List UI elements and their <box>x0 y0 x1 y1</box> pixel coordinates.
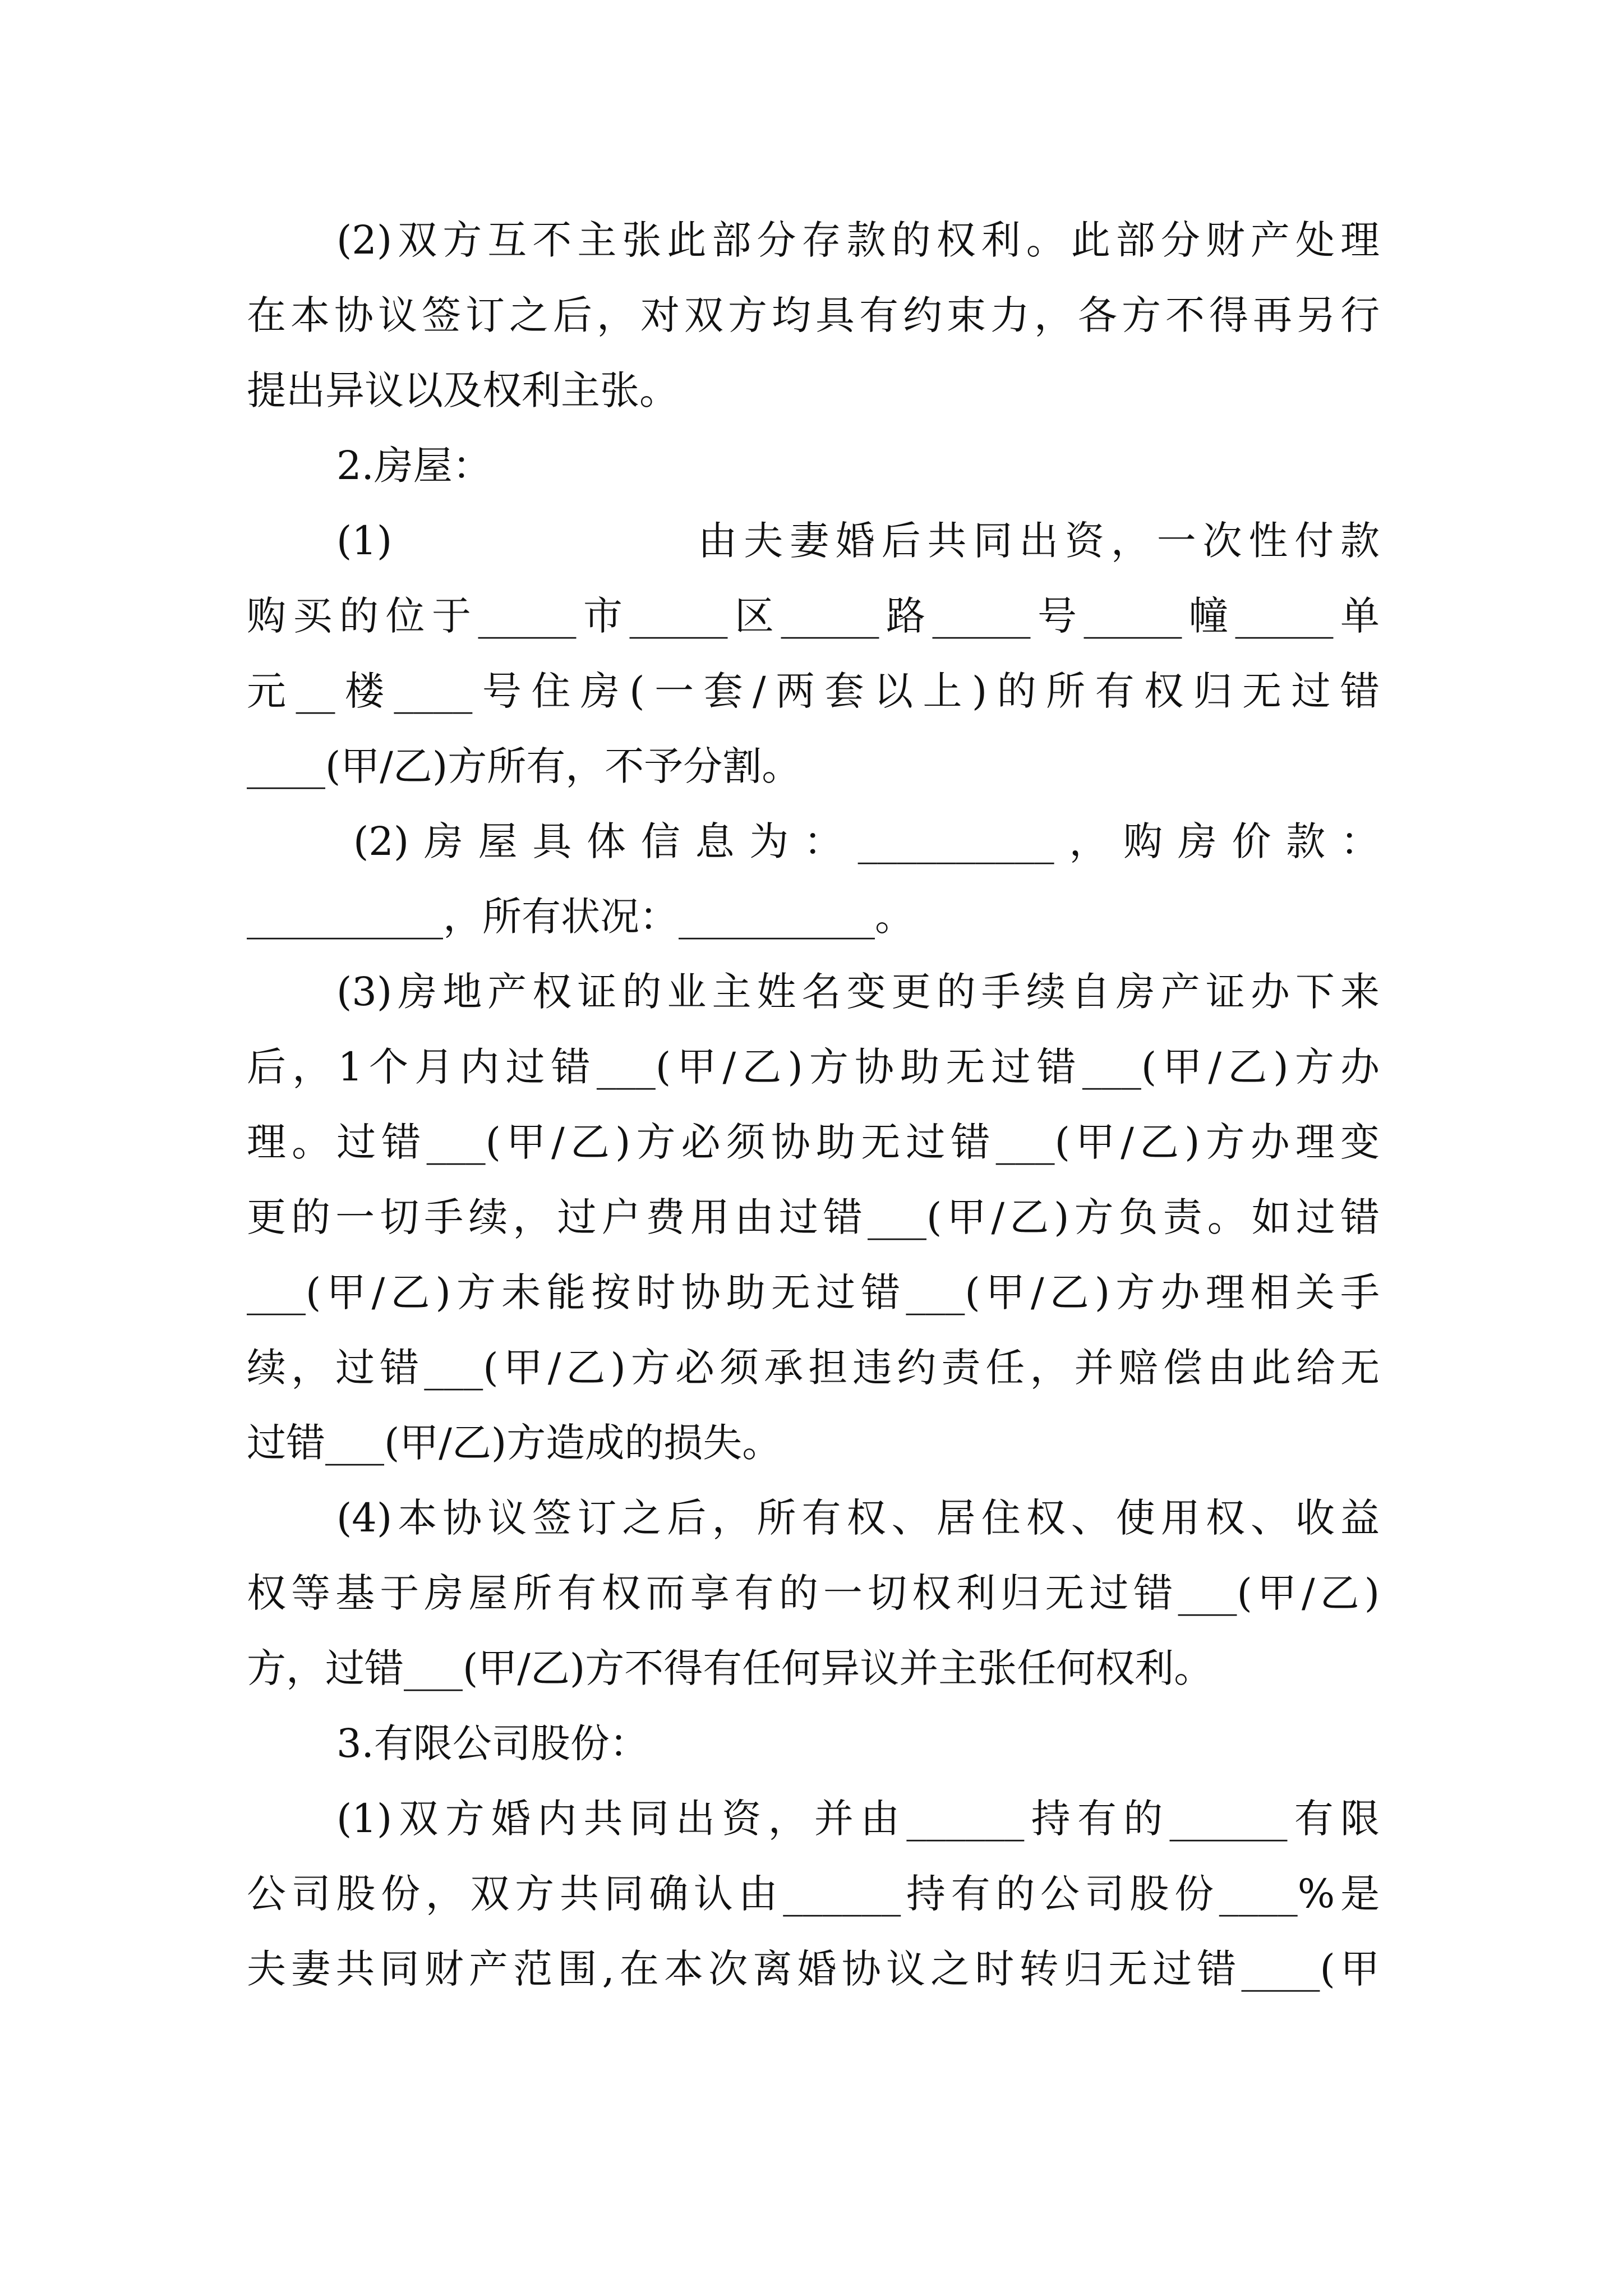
paragraph-line: (4)本协议签订之后，所有权、居住权、使用权、收益 <box>336 1495 1380 1541</box>
paragraph-line: (2)房屋具体信息为：__________，购房价款： <box>353 818 1380 864</box>
paragraph-line: 购买的位于_____市_____区_____路_____号_____幢_____单 <box>247 593 1380 639</box>
paragraph-line: 方，过错___(甲/乙)方不得有任何异议并主张任何权利。 <box>247 1645 1214 1691</box>
paragraph-line: 夫妻共同财产范围,在本次离婚协议之时转归无过错____(甲 <box>247 1946 1380 1992</box>
section-heading: 2.房屋： <box>336 443 492 489</box>
paragraph-line: (3)房地产权证的业主姓名变更的手续自房产证办下来 <box>336 969 1380 1015</box>
paragraph-line: (1) 由夫妻婚后共同出资，一次性付款 <box>336 518 1380 564</box>
paragraph-line: (1)双方婚内共同出资，并由______持有的______有限 <box>336 1796 1380 1842</box>
paragraph-line: ____(甲/乙)方所有，不予分割。 <box>247 743 801 789</box>
paragraph-line: 权等基于房屋所有权而享有的一切权利归无过错___(甲/乙) <box>247 1570 1380 1616</box>
paragraph-line: ___(甲/乙)方未能按时协助无过错___(甲/乙)方办理相关手 <box>247 1269 1380 1315</box>
paragraph-line: 续，过错___(甲/乙)方必须承担违约责任，并赔偿由此给无 <box>247 1345 1380 1391</box>
paragraph-line: 更的一切手续，过户费用由过错___(甲/乙)方负责。如过错 <box>247 1194 1380 1240</box>
paragraph-line: 在本协议签订之后，对双方均具有约束力，各方不得再另行 <box>247 292 1380 338</box>
paragraph-line: 元__楼____号住房(一套/两套以上)的所有权归无过错 <box>247 668 1380 714</box>
paragraph-line: 提出异议以及权利主张。 <box>247 367 679 413</box>
paragraph-line: __________，所有状况：__________。 <box>247 894 914 940</box>
paragraph-line: 理。过错___(甲/乙)方必须协助无过错___(甲/乙)方办理变 <box>247 1119 1380 1165</box>
paragraph-line: 后，1个月内过错___(甲/乙)方协助无过错___(甲/乙)方办 <box>247 1044 1380 1090</box>
section-heading: 3.有限公司股份： <box>336 1720 649 1766</box>
paragraph-line: 公司股份，双方共同确认由______持有的公司股份____%是 <box>247 1871 1380 1917</box>
paragraph-line: (2)双方互不主张此部分存款的权利。此部分财产处理 <box>336 217 1380 263</box>
paragraph-line: 过错___(甲/乙)方造成的损失。 <box>247 1420 782 1466</box>
